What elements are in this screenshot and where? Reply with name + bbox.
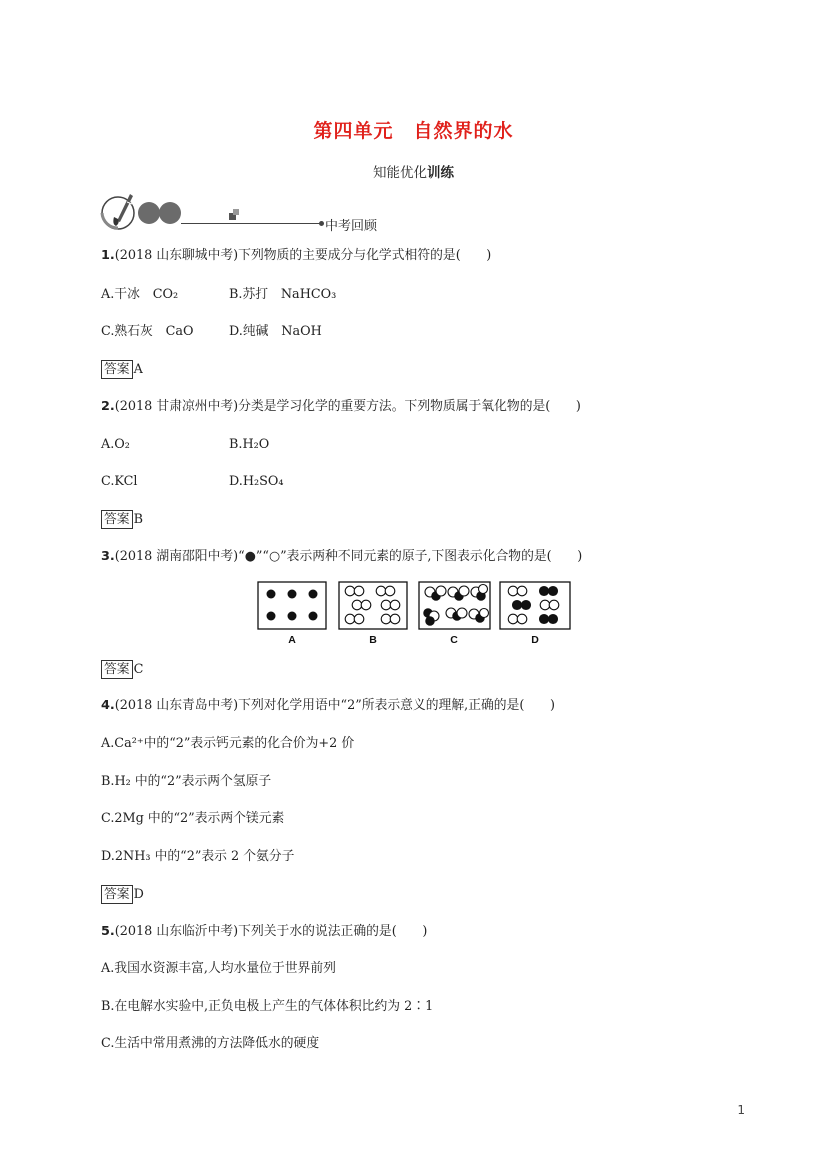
question-5-option-c: C.生活中常用煮沸的方法降低水的硬度 (101, 1036, 320, 1051)
answer-value: D (133, 887, 144, 902)
page-number: 1 (737, 1103, 745, 1117)
question-5-option-b: B.在电解水实验中,正负电极上产生的气体体积比约为 2∶1 (101, 999, 434, 1014)
box-a (258, 582, 326, 629)
decor-dot-2 (159, 202, 181, 224)
question-1-options-row-2 (101, 323, 501, 341)
subtitle-bold: 训练 (427, 165, 454, 181)
question-text: (2018 山东聊城中考)下列物质的主要成分与化学式相符的是( ) (114, 248, 492, 263)
question-3-answer (101, 660, 143, 679)
question-2-options-row-1 (101, 436, 501, 454)
question-number: 5. (101, 924, 115, 939)
question-text: (2018 山东临沂中考)下列关于水的说法正确的是( ) (114, 924, 428, 939)
question-4-option-d: D.2NH₃ 中的“2”表示 2 个氨分子 (101, 849, 295, 864)
answer-label: 答案 (101, 510, 133, 529)
option-a: A.O₂ (101, 437, 130, 452)
question-5-stem (101, 923, 427, 941)
answer-value: B (133, 512, 143, 527)
option-a: A.干冰 CO₂ (101, 287, 179, 302)
question-number: 1. (101, 248, 115, 263)
figure-label-b: B (369, 634, 377, 646)
question-number: 4. (101, 698, 115, 713)
question-2-options-row-2 (101, 473, 501, 491)
section-label: 中考回顾 (325, 219, 378, 234)
option-d: D.H₂SO₄ (229, 474, 284, 489)
question-4-option-b: B.H₂ 中的“2”表示两个氢原子 (101, 774, 272, 789)
question-4-answer (101, 885, 144, 904)
option-c: C.熟石灰 CaO (101, 324, 194, 339)
answer-value: C (133, 662, 144, 677)
option-c: C.KCl (101, 474, 138, 489)
question-text: (2018 湖南邵阳中考)“●”“○”表示两种不同元素的原子,下图表示化合物的是( ) (114, 549, 583, 564)
box-b (339, 582, 407, 629)
question-1-stem (101, 247, 491, 265)
section-header (100, 192, 400, 232)
figure-label-a: A (288, 634, 296, 646)
question-4-stem (101, 697, 555, 715)
question-5-option-a: A.我国水资源丰富,人均水量位于世界前列 (101, 961, 336, 976)
question-text: (2018 甘肃凉州中考)分类是学习化学的重要方法。下列物质属于氧化物的是( ) (114, 399, 581, 414)
question-2-answer (101, 510, 143, 529)
question-4-option-c: C.2Mg 中的“2”表示两个镁元素 (101, 811, 285, 826)
decor-squares-icon-2 (233, 209, 239, 215)
figure-label-d: D (531, 634, 539, 646)
box-c (419, 582, 490, 629)
question-4-option-a: A.Ca²⁺中的“2”表示钙元素的化合价为+2 价 (101, 736, 355, 751)
decor-dot-1 (138, 202, 160, 224)
rule-end-dot (319, 221, 324, 226)
question-3-stem (101, 548, 582, 566)
page-title: 第四单元 自然界的水 (313, 120, 514, 142)
box-d (500, 582, 570, 629)
subtitle-plain: 知能优化 (373, 165, 427, 181)
option-d: D.纯碱 NaOH (229, 324, 322, 339)
particle-diagram (255, 580, 575, 646)
option-b: B.H₂O (229, 437, 270, 452)
question-text: (2018 山东青岛中考)下列对化学用语中“2”所表示意义的理解,正确的是( ) (114, 698, 555, 713)
question-2-stem (101, 398, 581, 416)
option-b: B.苏打 NaHCO₃ (229, 287, 337, 302)
question-number: 3. (101, 549, 115, 564)
answer-label: 答案 (101, 360, 133, 379)
answer-label: 答案 (101, 885, 133, 904)
figure-label-c: C (450, 634, 458, 646)
answer-label: 答案 (101, 660, 133, 679)
section-rule (181, 223, 321, 224)
answer-value: A (133, 362, 143, 377)
question-1-answer (101, 360, 143, 379)
question-1-options-row-1 (101, 286, 501, 304)
subtitle (0, 161, 827, 181)
question-number: 2. (101, 399, 115, 414)
